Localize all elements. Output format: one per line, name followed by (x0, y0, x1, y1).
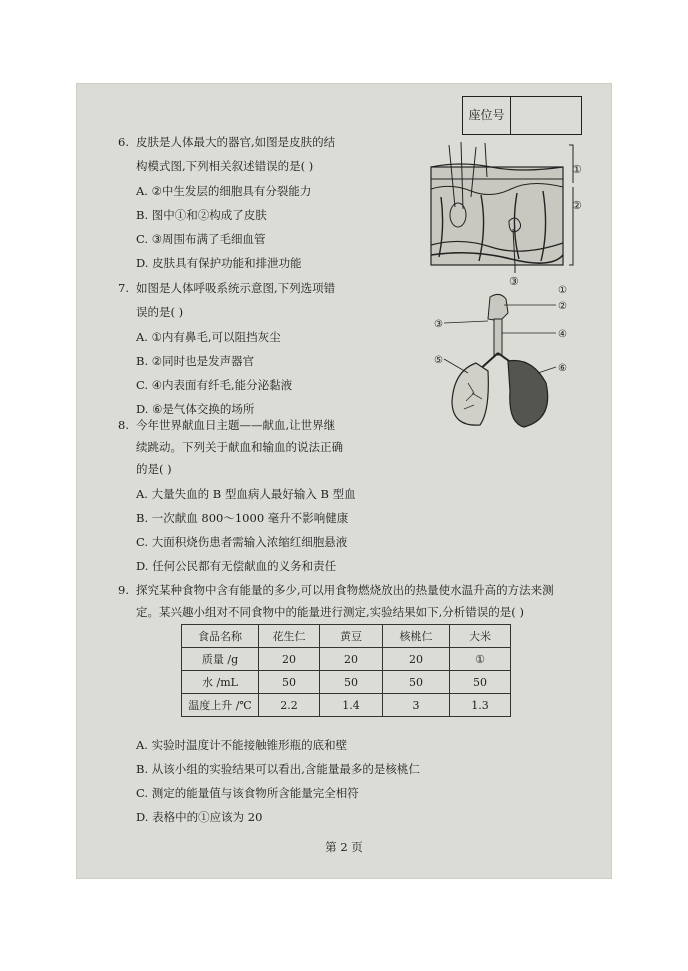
table-cell: ① (450, 648, 511, 671)
q8-option-c: C. 大面积烧伤患者需输入浓缩红细胞悬液 (136, 535, 348, 549)
table-cell: 50 (383, 671, 450, 694)
q8-stem-line1: 今年世界献血日主题——献血,让世界继 (136, 418, 336, 432)
q7-number: 7. (118, 281, 129, 295)
resp-label-3: ③ (434, 319, 443, 330)
seat-number-label: 座位号 (463, 97, 511, 134)
q9-option-a: A. 实验时温度计不能接触锥形瓶的底和壁 (136, 738, 348, 752)
resp-label-2: ② (558, 301, 567, 312)
table-cell: 20 (320, 648, 383, 671)
table-cell: 2.2 (259, 694, 320, 717)
table-cell: 1.3 (450, 694, 511, 717)
table-cell: 水 /mL (182, 671, 259, 694)
q7-option-d: D. ⑥是气体交换的场所 (136, 402, 255, 416)
resp-label-4: ④ (558, 329, 567, 340)
table-cell: 20 (259, 648, 320, 671)
q6-stem-line1: 皮肤是人体最大的器官,如图是皮肤的结 (136, 135, 336, 149)
seat-number-box (462, 96, 582, 135)
resp-label-5: ⑤ (434, 355, 443, 366)
table-cell: 温度上升 /℃ (182, 694, 259, 717)
table-cell: 1.4 (320, 694, 383, 717)
q9-option-c: C. 测定的能量值与该食物所含能量完全相符 (136, 786, 359, 800)
q7-option-b: B. ②同时也是发声器官 (136, 354, 255, 368)
table-row (182, 648, 511, 671)
exam-page (76, 83, 612, 879)
resp-label-6: ⑥ (558, 363, 567, 374)
table-header-cell: 核桃仁 (383, 625, 450, 648)
page-number: 第 2 页 (325, 840, 363, 854)
table-row (182, 671, 511, 694)
q8-stem-line3: 的是( ) (136, 462, 172, 476)
q7-option-c: C. ④内表面有纤毛,能分泌黏液 (136, 378, 293, 392)
q7-stem-line1: 如图是人体呼吸系统示意图,下列选项错 (136, 281, 336, 295)
q9-option-d: D. 表格中的①应该为 20 (136, 810, 263, 824)
skin-label-3: ③ (509, 275, 519, 288)
table-row (182, 694, 511, 717)
q9-number: 9. (118, 583, 129, 597)
q8-option-a: A. 大量失血的 B 型血病人最好输入 B 型血 (136, 487, 356, 501)
skin-label-2: ② (572, 199, 582, 212)
q9-stem-line2: 定。某兴趣小组对不同食物中的能量进行测定,实验结果如下,分析错误的是( ) (136, 605, 524, 619)
table-cell: 20 (383, 648, 450, 671)
table-header-cell: 食品名称 (182, 625, 259, 648)
skin-label-1: ① (572, 163, 582, 176)
table-cell: 质量 /g (182, 648, 259, 671)
q6-option-a: A. ②中生发层的细胞具有分裂能力 (136, 184, 312, 198)
table-header-cell: 花生仁 (259, 625, 320, 648)
respiratory-system-figure (428, 285, 578, 436)
q8-option-d: D. 任何公民都有无偿献血的义务和责任 (136, 559, 337, 573)
table-cell: 50 (259, 671, 320, 694)
table-cell: 50 (450, 671, 511, 694)
q9-option-b: B. 从该小组的实验结果可以看出,含能量最多的是核桃仁 (136, 762, 420, 776)
q6-option-c: C. ③周围布满了毛细血管 (136, 232, 266, 246)
q6-stem-line2: 构模式图,下列相关叙述错误的是( ) (136, 159, 314, 173)
q8-stem-line2: 续跳动。下列关于献血和输血的说法正确 (136, 440, 343, 454)
table-cell: 50 (320, 671, 383, 694)
q7-stem-line2: 误的是( ) (136, 305, 184, 319)
q8-number: 8. (118, 418, 129, 432)
table-header-row (182, 625, 511, 648)
q6-number: 6. (118, 135, 129, 149)
q6-option-d: D. 皮肤具有保护功能和排泄功能 (136, 256, 302, 270)
q6-option-b: B. 图中①和②构成了皮肤 (136, 208, 267, 222)
resp-label-1: ① (558, 285, 567, 296)
skin-structure-figure (421, 137, 591, 287)
table-cell: 3 (383, 694, 450, 717)
table-header-cell: 黄豆 (320, 625, 383, 648)
q8-option-b: B. 一次献血 800～1000 毫升不影响健康 (136, 511, 349, 525)
energy-experiment-table (181, 624, 511, 717)
table-header-cell: 大米 (450, 625, 511, 648)
q9-stem-line1: 探究某种食物中含有能量的多少,可以用食物燃烧放出的热量使水温升高的方法来测 (136, 583, 554, 597)
q7-option-a: A. ①内有鼻毛,可以阻挡灰尘 (136, 330, 281, 344)
